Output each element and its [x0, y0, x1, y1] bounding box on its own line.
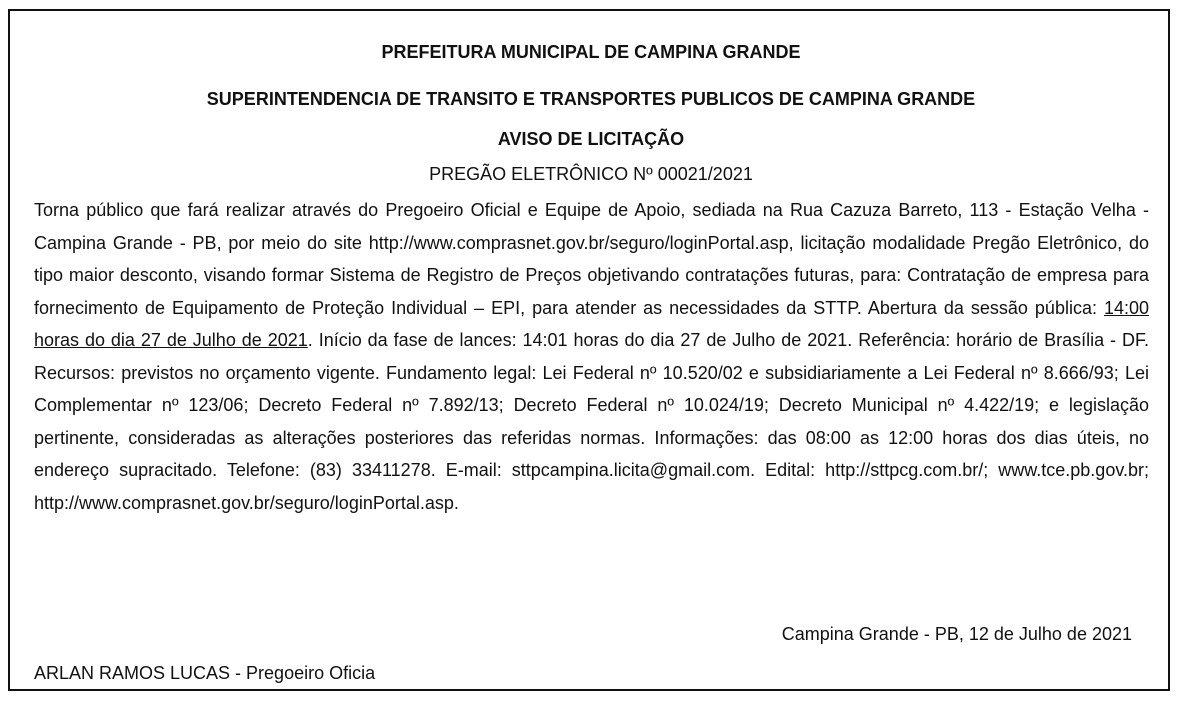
opening-time: 14:00 horas do dia 27 de Julho de 2021 [34, 297, 1149, 350]
body-text-part2: . Início da fase de lances: 14:01 horas do dia 27 de Julho de 2021. Referência: horário de Brasília - DF. Recursos: previstos no orçamento vigente. Fundamento legal: Lei Federal nº 10.520/02 e subsidiariamente a Lei Federal nº 8.666/93; Lei Complementar nº 123/06; Decreto Federal nº 7.892/13; Decreto Federal nº 10.024/19; Decreto Municipal nº 4.422/19; e legislação pertinente, consideradas as alterações posteriores das referidas normas. Informações: das 08:00 as 12:00 horas dos dias úteis, no endereço supracitado. Telefone: (83) 33411278. E-mail: sttpcampina.licita@gmail.com. Edital: http://sttpcg.com.br/; www.tce.pb.gov.br; http://www.comprasnet.gov.br/seguro/loginPortal.asp. [34, 330, 1149, 513]
signature: ARLAN RAMOS LUCAS - Pregoeiro Oficia [34, 663, 376, 683]
notice-title: AVISO DE LICITAÇÃO [497, 129, 685, 149]
notice-border [8, 9, 1170, 691]
auction-number: PREGÃO ELETRÔNICO Nº 00021/2021 [429, 164, 753, 184]
agency-title: SUPERINTENDENCIA DE TRANSITO E TRANSPORTES PUBLICOS DE CAMPINA GRANDE [206, 89, 976, 109]
place-date: Campina Grande - PB, 12 de Julho de 2021 [781, 624, 1132, 644]
notice-body [34, 194, 1149, 519]
issuer-title: PREFEITURA MUNICIPAL DE CAMPINA GRANDE [381, 42, 801, 62]
body-text-part1: Torna público que fará realizar através do Pregoeiro Oficial e Equipe de Apoio, sediada na Rua Cazuza Barreto, 113 - Estação Velha - Campina Grande - PB, por meio do site http://www.comprasnet.gov.br/seguro/loginPortal.asp, licitação modalidade Pregão Eletrônico, do tipo maior desconto, visando formar Sistema de Registro de Preços objetivando contratações futuras, para: Contratação de empresa para fornecimento de Equipamento de Proteção Individual – EPI, para atender as necessidades da STTP. Abertura da sessão pública: [34, 200, 1149, 318]
